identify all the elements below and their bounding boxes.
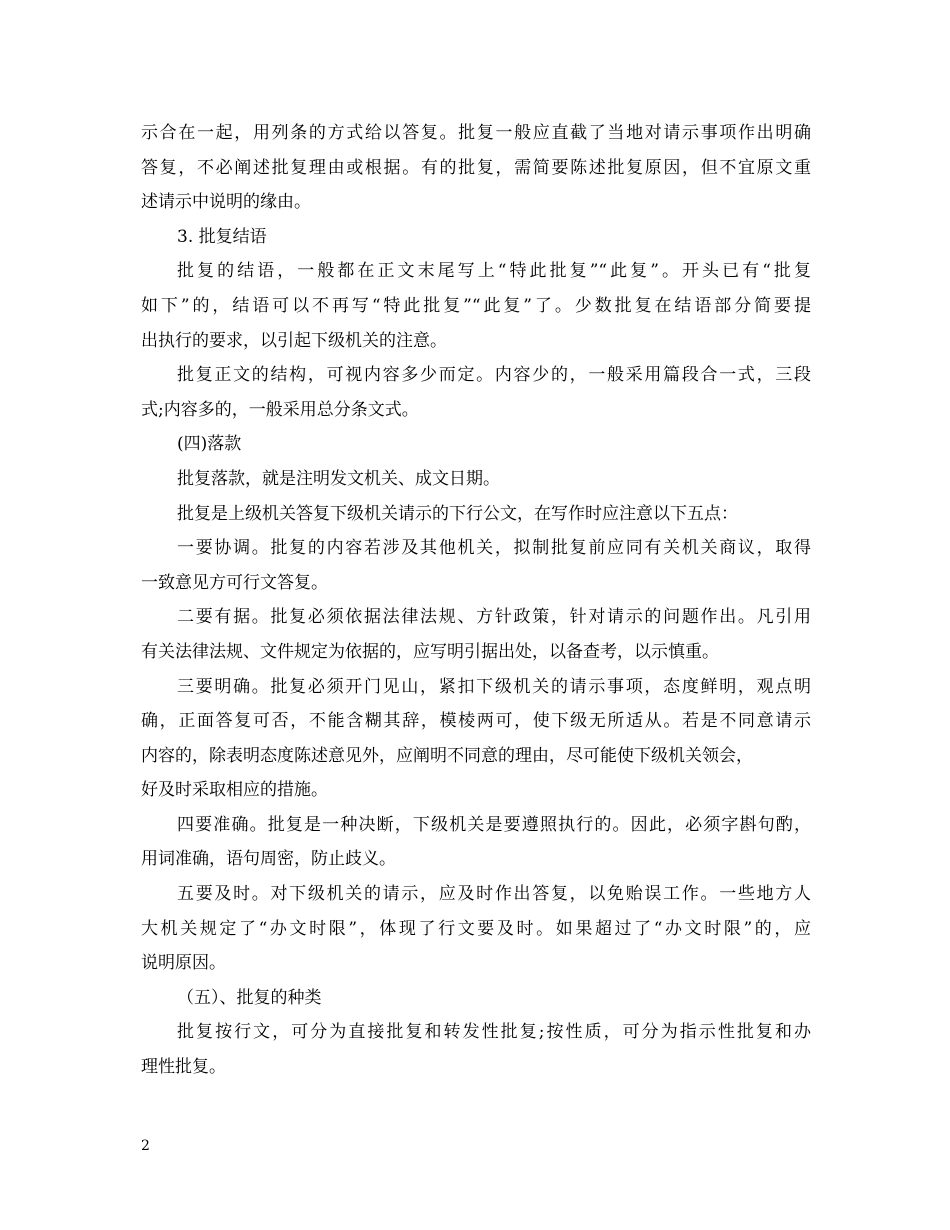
paragraph-line: 内容的，除表明态度陈述意见外，应阐明不同意的理由，尽可能使下级机关领会，: [141, 745, 753, 766]
paragraph-line: 一要协调。批复的内容若涉及其他机关，拟制批复前应同有关机关商议，取得: [177, 538, 811, 559]
paragraph-line: 大机关规定了“办文时限”，体现了行文要及时。如果超过了“办文时限”的，应: [141, 918, 811, 939]
paragraph-line: 答复，不必阐述批复理由或根据。有的批复，需简要陈述批复原因，但不宜原文重: [141, 157, 811, 178]
paragraph-line: 用词准确，语句周密，防止歧义。: [141, 849, 396, 870]
paragraph-line: 四要准确。批复是一种决断，下级机关是要遵照执行的。因此，必须字斟句酌，: [177, 814, 811, 835]
paragraph-line: 好及时采取相应的措施。: [141, 780, 328, 801]
section-heading: (四)落款: [177, 434, 242, 455]
paragraph-line: 批复是上级机关答复下级机关请示的下行公文，在写作时应注意以下五点：: [177, 503, 738, 524]
paragraph-line: 述请示中说明的缘由。: [141, 192, 311, 213]
section-heading: 3. 批复结语: [177, 226, 267, 247]
paragraph-line: 批复落款，就是注明发文机关、成文日期。: [177, 468, 500, 489]
paragraph-line: 说明原因。: [141, 953, 226, 974]
paragraph-line: 三要明确。批复必须开门见山，紧扣下级机关的请示事项，态度鲜明，观点明: [177, 676, 811, 697]
page-number: 2: [141, 1138, 150, 1154]
paragraph-line: 出执行的要求，以引起下级机关的注意。: [141, 330, 447, 351]
paragraph-line: 批复的结语，一般都在正文末尾写上“特此批复”“此复”。开头已有“批复: [177, 261, 811, 282]
paragraph-line: 批复正文的结构，可视内容多少而定。内容少的，一般采用篇段合一式，三段: [177, 365, 811, 386]
paragraph-line: 确，正面答复可否，不能含糊其辞，模棱两可，使下级无所适从。若是不同意请示: [141, 711, 811, 732]
paragraph-line: 理性批复。: [141, 1057, 226, 1078]
paragraph-line: 式;内容多的，一般采用总分条文式。: [141, 399, 419, 420]
document-body: [141, 116, 811, 1085]
paragraph-line: 示合在一起，用列条的方式给以答复。批复一般应直截了当地对请示事项作出明确: [141, 123, 811, 143]
paragraph-line: 如下”的，结语可以不再写“特此批复”“此复”了。少数批复在结语部分简要提: [141, 295, 811, 316]
paragraph-line: 有关法律法规、文件规定为依据的，应写明引据出处，以备查考，以示慎重。: [141, 641, 719, 662]
paragraph-line: 五要及时。对下级机关的请示，应及时作出答复，以免贻误工作。一些地方人: [177, 884, 811, 905]
paragraph-line: 二要有据。批复必须依据法律法规、方针政策，针对请示的问题作出。凡引用: [177, 607, 811, 628]
paragraph-line: 批复按行文，可分为直接批复和转发性批复;按性质，可分为指示性批复和办: [177, 1022, 811, 1043]
section-heading: （五）、批复的种类: [177, 987, 322, 1008]
paragraph-line: 一致意见方可行文答复。: [141, 572, 328, 593]
